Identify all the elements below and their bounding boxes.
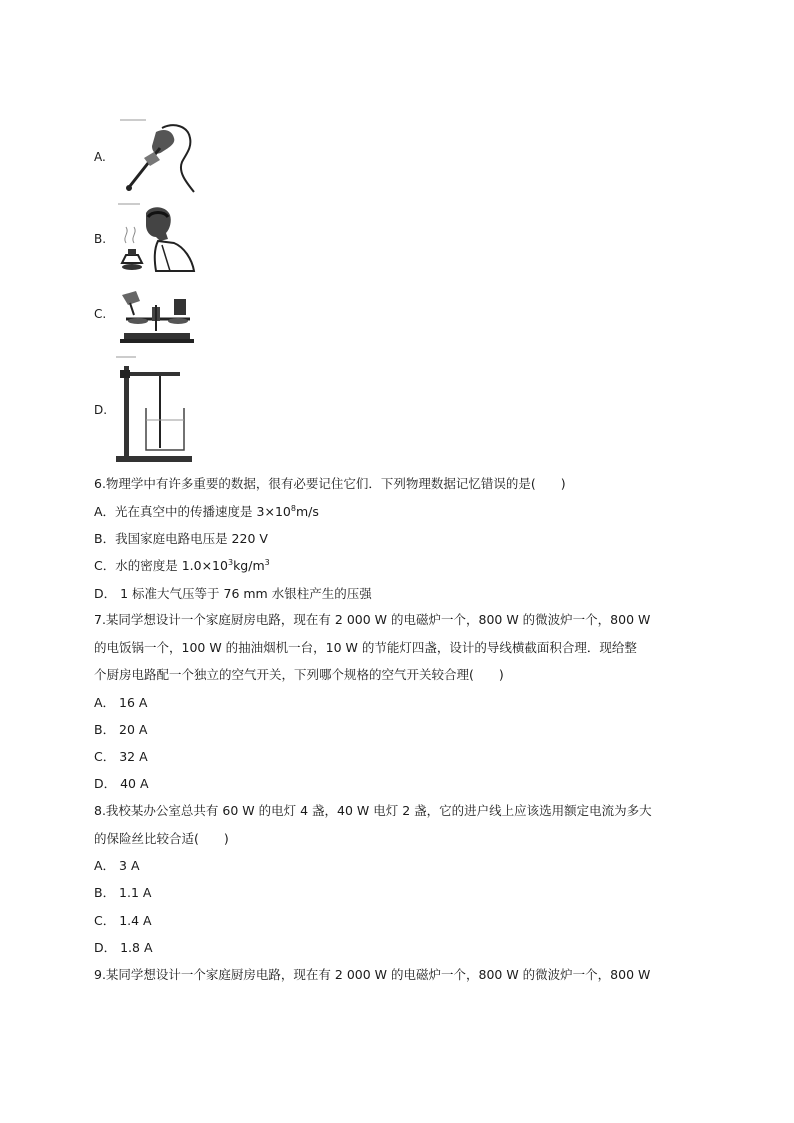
question-8-option-c[interactable]: C． 1.4 A [94,913,152,928]
question-7-stem-line-3: 个厨房电路配一个独立的空气开关，下列哪个规格的空气开关较合理( ) [94,667,504,682]
question-7-option-b[interactable]: B． 20 A [94,722,148,737]
person-smelling-image [116,203,196,273]
option-d-row[interactable] [94,403,116,417]
option-c-row[interactable] [94,307,116,321]
option-label: D. [94,403,108,417]
option-label: B. [94,232,107,246]
beaker-stand-image [114,356,194,466]
balance-scale-image [116,285,196,347]
exponent: 8 [290,503,296,513]
option-label: A. [94,150,106,164]
question-7-stem-line-1: 7.某同学想设计一个家庭厨房电路，现在有 2 000 W 的电磁炉一个，800 W 的微波炉一个，800 W [94,612,651,627]
option-b-row[interactable] [94,232,116,246]
option-text: C．水的密度是 1.0×10 [94,558,228,573]
question-7-option-c[interactable]: C． 32 A [94,749,148,764]
option-text: kg/m [233,558,265,573]
question-6-option-d[interactable]: D． 1 标准大气压等于 76 mm 水银柱产生的压强 [94,586,372,601]
question-8-option-b[interactable]: B． 1.1 A [94,885,152,900]
question-6-stem: 6.物理学中有许多重要的数据，很有必要记住它们．下列物理数据记忆错误的是( ) [94,476,566,491]
question-6-option-b[interactable]: B．我国家庭电路电压是 220 V [94,531,268,546]
question-6-option-a[interactable] [94,504,319,520]
option-a-row[interactable] [94,150,116,164]
question-9-stem-line-1: 9.某同学想设计一个家庭厨房电路，现在有 2 000 W 的电磁炉一个，800 W 的微波炉一个，800 W [94,967,651,982]
thermometer-hand-image [116,118,198,194]
question-7-option-d[interactable]: D． 40 A [94,776,149,791]
question-7-stem-line-2: 的电饭锅一个，100 W 的抽油烟机一台，10 W 的节能灯四盏，设计的导线横截面积合理．现给整 [94,640,637,655]
question-6-option-c[interactable] [94,558,270,574]
question-7-option-a[interactable]: A． 16 A [94,695,148,710]
exponent: 3 [264,557,270,567]
option-text: m/s [295,504,319,519]
question-8-option-a[interactable]: A． 3 A [94,858,140,873]
option-text: A．光在真空中的传播速度是 3×10 [94,504,291,519]
option-label: C. [94,307,107,321]
question-8-option-d[interactable]: D． 1.8 A [94,940,153,955]
question-8-stem-line-1: 8.我校某办公室总共有 60 W 的电灯 4 盏，40 W 电灯 2 盏，它的进户线上应该选用额定电流为多大 [94,803,652,818]
exponent: 3 [227,557,234,567]
question-8-stem-line-2: 的保险丝比较合适( ) [94,831,229,846]
